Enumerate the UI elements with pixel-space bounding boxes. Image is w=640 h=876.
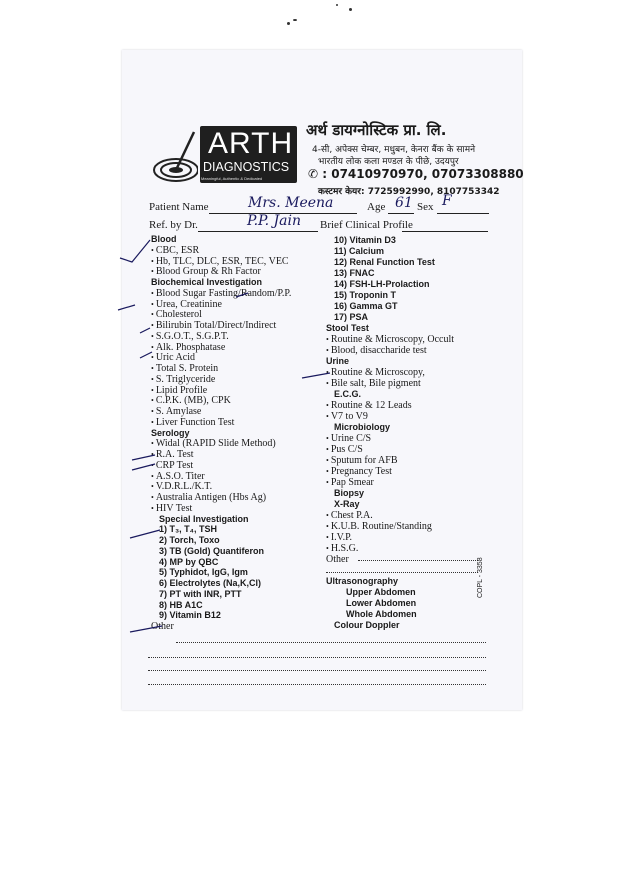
test-item: • Sputum for AFB <box>326 455 398 466</box>
numbered-test-item: 1) T₃, T₄, TSH <box>159 524 217 535</box>
test-item: • Pap Smear <box>326 477 374 488</box>
numbered-test-item: 2) Torch, Toxo <box>159 535 220 545</box>
numbered-test-item: 8) HB A1C <box>159 599 203 610</box>
test-item: • Blood, disaccharide test <box>326 345 427 356</box>
sex-label: Sex <box>417 201 434 213</box>
numbered-test-item: 16) Gamma GT <box>334 301 398 311</box>
test-item: • Lipid Profile <box>151 385 207 396</box>
test-item: • Routine & Microscopy, Occult <box>326 334 454 345</box>
test-item: • K.U.B. Routine/Standing <box>326 521 432 532</box>
test-item: • V7 to V9 <box>326 411 368 422</box>
numbered-test-item: 17) PSA <box>334 312 369 322</box>
customer-care: कस्टमर केयर: 7725992990, 8107753342 <box>318 187 500 197</box>
test-item: • Bile salt, Bile pigment <box>326 378 421 389</box>
section-heading: Serology <box>151 427 190 438</box>
tick-mark <box>132 455 155 460</box>
numbered-test-item: 5) Typhidot, IgG, Igm <box>159 567 248 578</box>
test-item: • HIV Test <box>151 503 192 514</box>
test-item: • Blood Sugar Fasting/Random/P.P. <box>151 288 291 299</box>
tick-mark <box>140 352 152 358</box>
section-heading: Stool Test <box>326 323 369 333</box>
test-item: • Routine & 12 Leads <box>326 400 412 411</box>
phones-text: : 07410970970, 07073308880 <box>322 167 524 181</box>
phone-icon: ✆ <box>308 167 319 181</box>
test-item: • Pus C/S <box>326 444 363 455</box>
tick-mark <box>132 464 155 470</box>
ultrasound-item: Upper Abdomen <box>346 587 416 597</box>
section-heading: Urine <box>326 356 350 366</box>
patient-name-label: Patient Name <box>149 201 209 213</box>
test-item: • S. Amylase <box>151 406 201 417</box>
test-item: • V.D.R.L./K.T. <box>151 481 212 492</box>
test-item: • S. Triglyceride <box>151 374 215 385</box>
tick-mark <box>236 293 248 297</box>
ref-label: Ref. by Dr. <box>149 219 198 231</box>
other-label: Other <box>326 554 349 565</box>
form-code: COPL - 3358 <box>477 557 484 598</box>
test-item: • H.S.G. <box>326 543 358 554</box>
numbered-test-item: 13) FNAC <box>334 268 375 278</box>
address-line-1: 4-सी, अपेक्स चेम्बर, मधुबन, केनरा बैंक के सामने <box>312 145 476 155</box>
section-heading: Special Investigation <box>159 513 249 524</box>
test-item: • Urine C/S <box>326 433 371 444</box>
section-heading: Ultrasonography <box>326 576 399 586</box>
tick-mark <box>130 626 162 632</box>
numbered-test-item: 7) PT with INR, PTT <box>159 588 242 599</box>
test-item: • Widal (RAPID Slide Method) <box>151 438 276 449</box>
test-item: • I.V.P. <box>326 532 352 543</box>
test-item: • Routine & Microscopy, <box>326 367 425 378</box>
test-item: • A.S.O. Titer <box>151 471 205 482</box>
numbered-test-item: 4) MP by QBC <box>159 556 219 567</box>
test-item: • CBC, ESR <box>151 245 199 256</box>
logo-diagnostics: DIAGNOSTICS <box>203 160 290 174</box>
test-item: • Liver Function Test <box>151 417 234 428</box>
numbered-test-item: 14) FSH-LH-Prolaction <box>334 279 430 289</box>
other-label: Other <box>151 621 174 632</box>
logo-tagline: Meaningful, Authentic & Dedicated <box>201 176 263 181</box>
address-line-2: भारतीय लोक कला मण्डल के पीछे, उदयपुर <box>318 157 459 167</box>
section-heading: X-Ray <box>334 499 360 509</box>
tick-mark <box>120 240 150 262</box>
test-item: • Australia Antigen (Hbs Ag) <box>151 492 266 503</box>
logo-arth: ARTH <box>208 127 294 160</box>
numbered-test-item: 11) Calcium <box>334 246 385 256</box>
sex-value: F <box>442 193 452 209</box>
company-name: अर्थ डायग्नोस्टिक प्रा. लि. <box>306 121 447 139</box>
section-heading: Biopsy <box>334 488 365 498</box>
test-item: • C.P.K. (MB), CPK <box>151 395 231 406</box>
section-heading: E.C.G. <box>334 389 362 399</box>
ref-value: P.P. Jain <box>247 213 301 229</box>
ultrasound-item: Whole Abdomen <box>346 609 417 619</box>
test-item: • Pregnancy Test <box>326 466 392 477</box>
test-item: • Urea, Creatinine <box>151 299 222 310</box>
tick-mark <box>140 328 150 333</box>
tick-mark <box>130 530 160 538</box>
test-item: • Bilirubin Total/Direct/Indirect <box>151 320 276 331</box>
test-item: • Alk. Phosphatase <box>151 342 225 353</box>
age-value: 61 <box>395 195 413 211</box>
section-heading: Colour Doppler <box>334 620 400 630</box>
section-heading: Blood <box>151 234 177 244</box>
section-heading: Microbiology <box>334 422 390 432</box>
test-item: • Cholesterol <box>151 309 202 320</box>
ultrasound-item: Lower Abdomen <box>346 598 417 608</box>
test-item: • Total S. Protein <box>151 363 218 374</box>
test-item: • Blood Group & Rh Factor <box>151 266 261 277</box>
test-item: • Hb, TLC, DLC, ESR, TEC, VEC <box>151 256 289 267</box>
numbered-test-item: 10) Vitamin D3 <box>334 235 396 245</box>
numbered-test-item: 15) Troponin T <box>334 290 396 300</box>
test-item: • S.G.O.T., S.G.P.T. <box>151 331 229 342</box>
test-item: • R.A. Test <box>151 449 194 460</box>
patient-name-value: Mrs. Meena <box>248 195 334 211</box>
test-item: • CRP Test <box>151 460 193 471</box>
numbered-test-item: 9) Vitamin B12 <box>159 610 221 621</box>
numbered-test-item: 6) Electrolytes (Na,K,Cl) <box>159 578 262 588</box>
section-heading: Biochemical Investigation <box>151 277 263 287</box>
test-item: • Uric Acid <box>151 352 195 363</box>
age-label: Age <box>367 201 386 213</box>
clinical-profile-label: Brief Clinical Profile <box>320 219 413 231</box>
numbered-test-item: 3) TB (Gold) Quantiferon <box>159 545 264 556</box>
tick-mark <box>118 305 135 310</box>
tick-mark <box>302 373 330 378</box>
numbered-test-item: 12) Renal Function Test <box>334 257 435 267</box>
test-item: • Chest P.A. <box>326 510 373 521</box>
